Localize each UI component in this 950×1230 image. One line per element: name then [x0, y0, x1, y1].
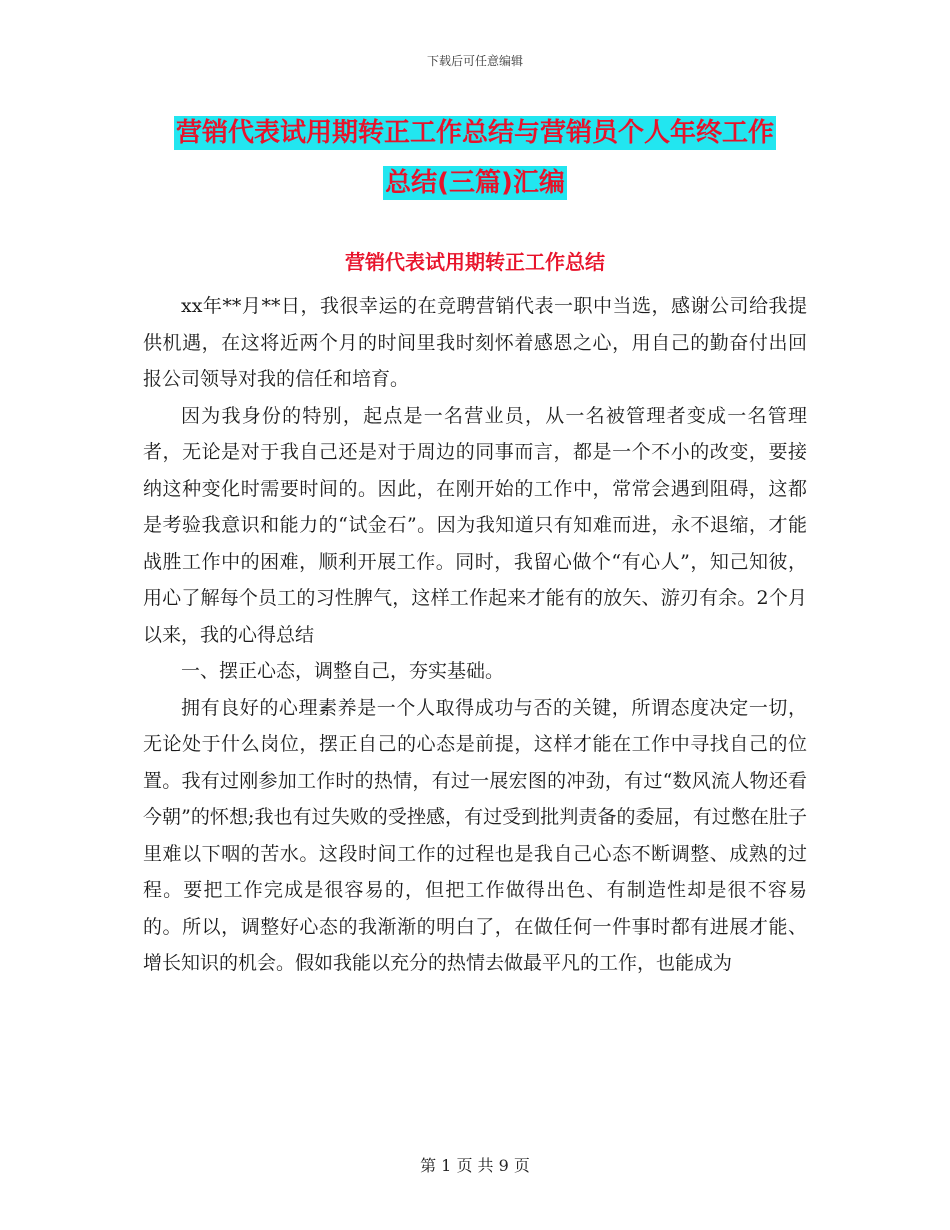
page-number-footer: 第 1 页 共 9 页 [420, 1156, 530, 1175]
paragraph: 因为我身份的特别，起点是一名营业员，从一名被管理者变成一名管理者，无论是对于我自己还是对于周边的同事而言，都是一个不小的改变，要接纳这种变化时需要时间的。因此，在刚开始的工作中，常常会遇到阻碍，这都是考验我意识和能力的“试金石”。因为我知道只有知难而进，永不退缩，才能战胜工作中的困难，顺利开展工作。同时，我留心做个“有心人”，知己知彼，用心了解每个员工的习性脾气，这样工作起来才能有的放矢、游刃有余。2个月以来，我的心得总结 [143, 404, 807, 646]
document-title [150, 108, 800, 208]
paragraph-heading: 一、摆正心态，调整自己，夯实基础。 [181, 660, 505, 682]
paragraph: 拥有良好的心理素养是一个人取得成功与否的关键，所谓态度决定一切，无论处于什么岗位，摆正自己的心态是前提，这样才能在工作中寻找自己的位置。我有过刚参加工作时的热情，有过一展宏图的冲劲，有过“数风流人物还看今朝”的怀想;我也有过失败的受挫感，有过受到批判责备的委屈，有过憋在肚子里难以下咽的苦水。这段时间工作的过程也是我自己心态不断调整、成熟的过程。要把工作完成是很容易的，但把工作做得出色、有制造性却是很不容易的。所以，调整好心态的我渐渐的明白了，在做任何一件事时都有进展才能、增长知识的机会。假如我能以充分的热情去做最平凡的工作，也能成为 [143, 696, 807, 974]
document-title-line-2: 总结(三篇)汇编 [385, 168, 565, 198]
document-body [143, 288, 807, 982]
paragraph: xx年**月**日，我很幸运的在竞聘营销代表一职中当选，感谢公司给我提供机遇，在这将近两个月的时间里我时刻怀着感恩之心，用自己的勤奋付出回报公司领导对我的信任和培育。 [143, 295, 807, 390]
page-header-note: 下载后可任意编辑 [426, 54, 523, 68]
section-title: 营销代表试用期转正工作总结 [345, 250, 605, 274]
document-title-line-1: 营销代表试用期转正工作总结与营销员个人年终工作 [175, 118, 774, 148]
